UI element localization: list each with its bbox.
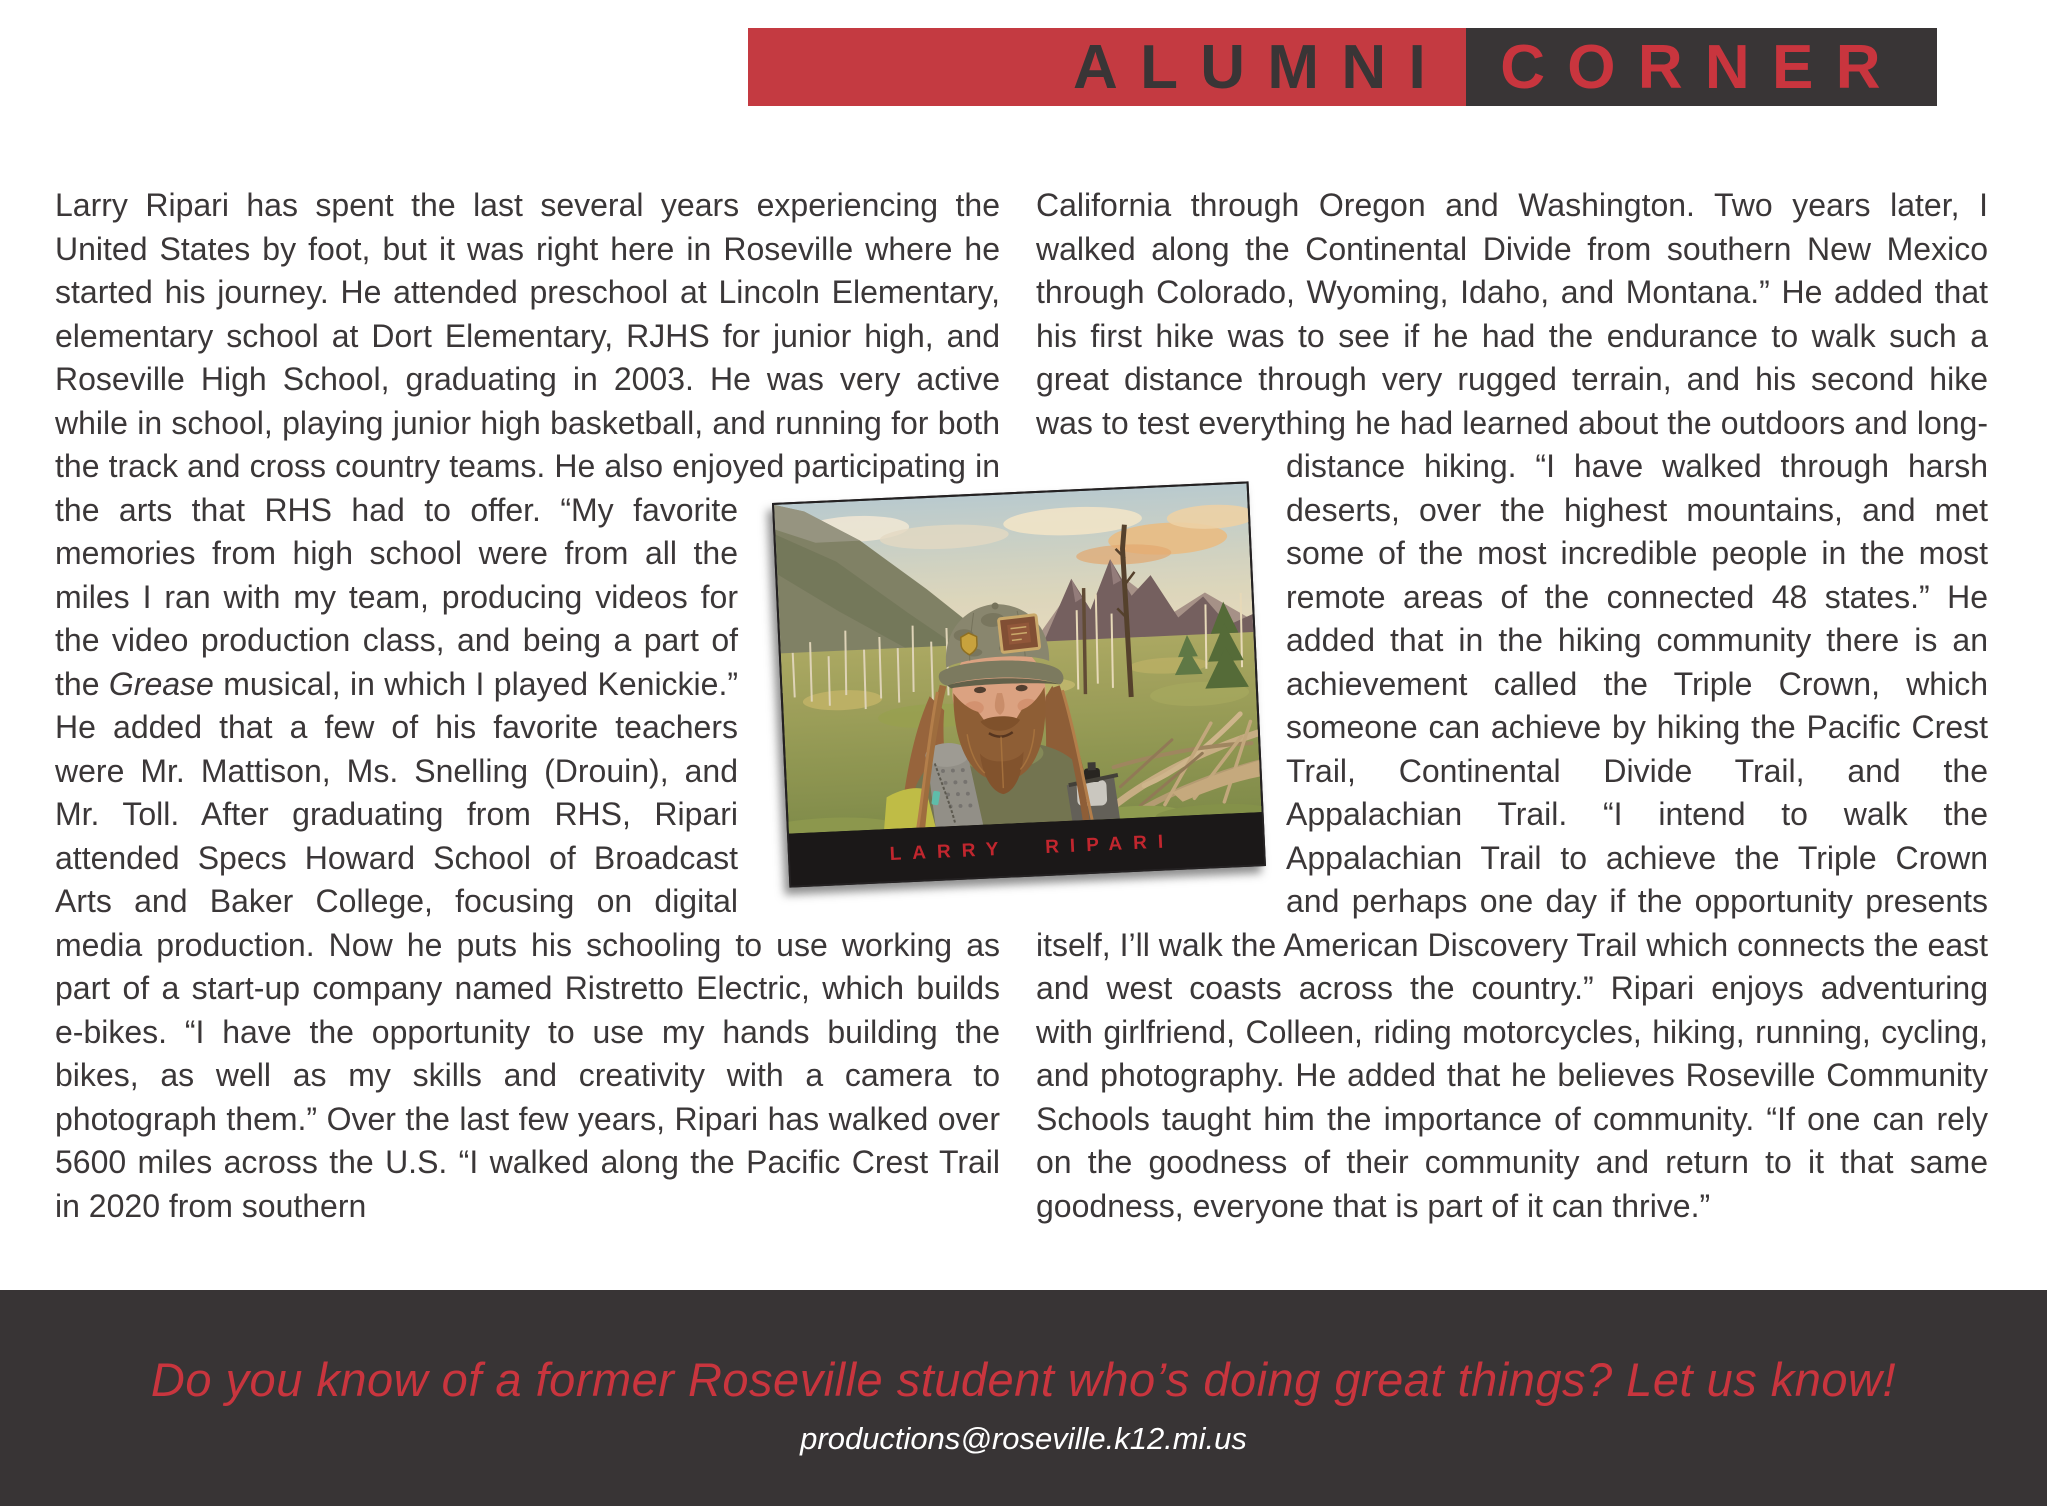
article-left-text-1: Larry Ripari has spent the last several years experiencing the United States by foot, but it was right here in Roseville where he started his journey. He attended preschool at Lincoln Elementary, elementary school at Dort Elementary, RJHS for junior high, and Roseville High School, graduating in 2003. He was very active while in school, playing junior high basketball, and running for both the track and cross country teams. He also enjoyed participating in the arts that RHS had to offer. “My favorite memories from high school were from all the miles I ran with my team, producing videos for the video production class, and being a part of the (55, 187, 1000, 702)
article-right-text: California through Oregon and Washington. Two years later, I walked along the Continental Divide from southern New Mexico through Colorado, Wyoming, Idaho, and Montana.” He added that his first hike was to see if he had the endurance to walk such a great distance through very rugged terrain, and his second hike was to test everything he had learned about the outdoors and long-distance hiking. “I have walked through harsh deserts, over the highest mountains, and met some of the most incredible people in the most remote areas of the connected 48 states.” He added that in the hiking community there is an achievement called the Triple Crown, which someone can achieve by hiking the Pacific Crest Trail, Continental Divide Trail, and the Appalachian Trail. “I intend to walk the Appalachian Trail to achieve the Triple Crown and perhaps one day if the opportunity presents itself, I’ll walk the American Discovery Trail which connects the east and west coasts across the country.” Ripari enjoys adventuring with girlfriend, Colleen, riding motorcycles, hiking, running, cycling, and photography. He added that he believes Roseville Community Schools taught him the importance of community. “If one can rely on the goodness of their community and return to it that same goodness, everyone that is part of it can thrive.” (1036, 187, 1988, 1224)
alumni-photo-card (772, 481, 1266, 887)
alumni-photo-illustration (774, 483, 1261, 833)
footer-bar (0, 1290, 2047, 1506)
article-left-text-2: musical, in which I played Kenickie.” He added that a few of his favorite teachers were Mr. Mattison, Ms. Snelling (Drouin), and Mr. Toll. After graduating from RHS, Ripari attended Specs Howard School of Broadcast Arts and Baker College, focusing on digital media production. Now he puts his schooling to use working as part of a start-up company named Ristretto Electric, which builds e-bikes. “I have the opportunity to use my hands building the bikes, as well as my skills and creativity with a camera to photograph them.” Over the last few years, Ripari has walked over 5600 miles across the U.S. “I walked along the Pacific Crest Trail in 2020 from southern (55, 665, 1000, 1224)
banner-word-alumni: ALUMNI (1073, 32, 1448, 102)
photo-caption: LARRY RIPARI (789, 812, 1264, 885)
footer-email: productions@roseville.k12.mi.us (800, 1421, 1247, 1456)
banner-word-corner: CORNER (1500, 32, 1903, 102)
article-left-text-italic: Grease (108, 665, 214, 702)
alumni-corner-banner (748, 28, 1937, 106)
footer-prompt: Do you know of a former Roseville student who’s doing great things? Let us know! (150, 1353, 1897, 1406)
banner-alumni-segment (748, 28, 1466, 106)
banner-corner-segment (1466, 28, 1937, 106)
